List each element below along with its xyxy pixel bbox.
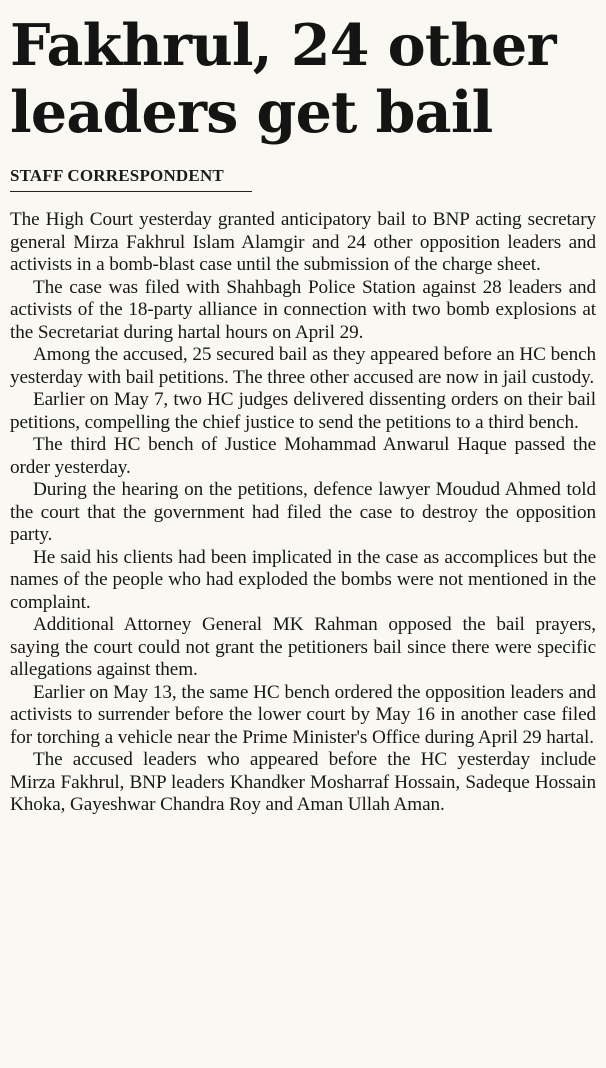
paragraph: During the hearing on the petitions, defence lawyer Moudud Ahmed told the court that the government had filed the case to destroy the opposition party. — [10, 479, 596, 545]
paragraph: The case was filed with Shahbagh Police Station against 28 leaders and activists of the 18-party alliance in connection with two bomb explosions at the Secretariat during hartal hours on April 29. — [10, 276, 596, 343]
paragraph: Earlier on May 7, two HC judges delivered dissenting orders on their bail petitions, compelling the chief justice to send the petitions to a third bench. — [10, 389, 596, 433]
paragraph: Additional Attorney General MK Rahman opposed the bail prayers, saying the court could not grant the petitioners bail since there were specific allegations against them. — [10, 614, 596, 680]
article-body — [10, 209, 596, 817]
byline-divider — [10, 191, 252, 192]
paragraph: The accused leaders who appeared before the HC yesterday include Mirza Fakhrul, BNP leaders Khandker Mosharraf Hossain, Sadeque Hossain Khoka, Gayeshwar Chandra Roy and Aman Ullah Aman. — [10, 749, 596, 815]
headline-line-1: Fakhrul, 24 other — [10, 12, 556, 79]
paragraph: Earlier on May 13, the same HC bench ordered the opposition leaders and activists to surrender before the lower court by May 16 in another case filed for torching a vehicle near the Prime Minister's Office during April 29 hartal. — [10, 681, 596, 748]
paragraph: The High Court yesterday granted anticipatory bail to BNP acting secretary general Mirza Fakhrul Islam Alamgir and 24 other opposition leaders and activists in a bomb-blast case until the submission of the charge sheet. — [10, 209, 596, 275]
paragraph: He said his clients had been implicated in the case as accomplices but the names of the people who had exploded the bombs were not mentioned in the complaint. — [10, 546, 596, 613]
paragraph: The third HC bench of Justice Mohammad Anwarul Haque passed the order yesterday. — [10, 434, 596, 478]
headline-line-2: leaders get bail — [10, 79, 493, 146]
byline: STAFF CORRESPONDENT — [10, 166, 224, 185]
headline — [10, 0, 596, 146]
paragraph: Among the accused, 25 secured bail as they appeared before an HC bench yesterday with bail petitions. The three other accused are now in jail custody. — [10, 344, 596, 388]
